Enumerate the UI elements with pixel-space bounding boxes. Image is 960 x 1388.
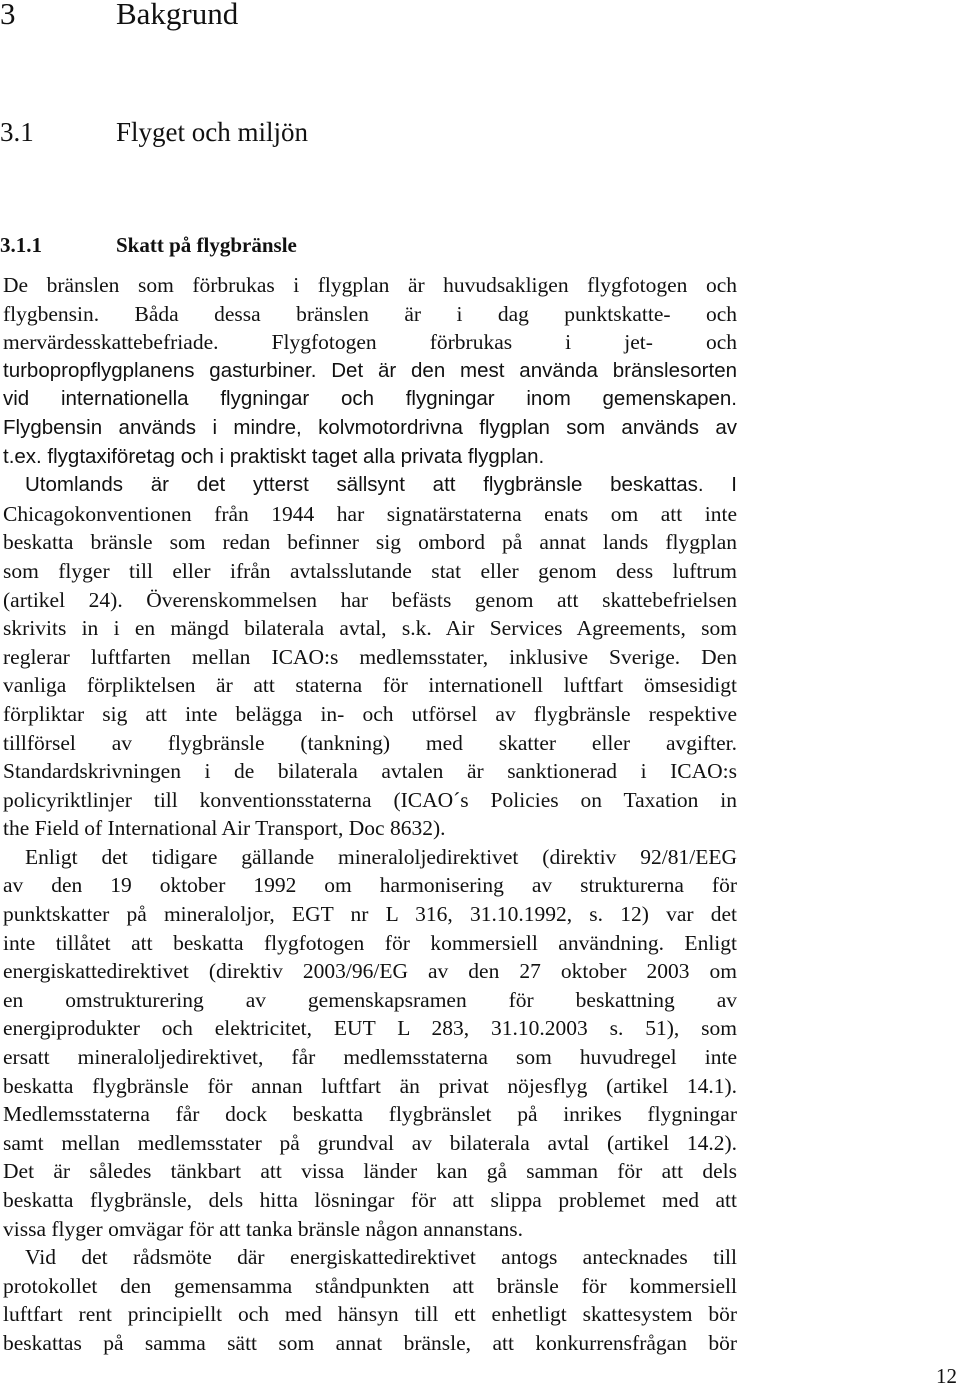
- text-line: som flyger till eller ifrån avtalsslutande stat eller genom dess luftrum: [3, 558, 737, 583]
- text-line: Det är således tänkbart att vissa länder kan gå samman för att dels: [3, 1159, 737, 1184]
- text-line: förpliktar sig att inte belägga in- och utförsel av flygbränsle respektive: [3, 701, 737, 726]
- text-line: punktskatter på mineraloljor, EGT nr L 316, 31.10.1992, s. 12) var det: [3, 902, 737, 927]
- text-line: beskatta flygbränsle för annan luftfart än privat nöjesflyg (artikel 14.1).: [3, 1073, 737, 1098]
- text-line: (artikel 24). Överenskommelsen har befästs genom att skattebefrielsen: [3, 587, 737, 612]
- subsection-number: 3.1.1: [0, 233, 42, 257]
- section-title: Flyget och miljön: [116, 117, 308, 147]
- text-line: flygbensin. Båda dessa bränslen är i dag punktskatte- och: [3, 301, 737, 326]
- text-line: Vid det rådsmöte där energiskattedirektivet antogs antecknades till: [25, 1245, 737, 1270]
- text-line: Flygbensin används i mindre, kolvmotordrivna flygplan som används av: [3, 415, 737, 439]
- section-number: 3.1: [0, 117, 34, 147]
- text-line: protokollet den gemensamma ståndpunkten att bränsle för kommersiell: [3, 1273, 737, 1298]
- text-line: reglerar luftfarten mellan ICAO:s medlemsstater, inklusive Sverige. Den: [3, 644, 737, 669]
- chapter-heading: [0, 0, 238, 36]
- text-line: Medlemsstaterna får dock beskatta flygbränslet på inrikes flygningar: [3, 1102, 737, 1127]
- page-number: 12: [936, 1364, 957, 1388]
- subsection-heading: [0, 229, 297, 261]
- text-line: t.ex. flygtaxiföretag och i praktiskt taget alla privata flygplan.: [3, 444, 545, 468]
- text-line: vanliga förpliktelsen är att staterna för internationell luftfart ömsesidigt: [3, 673, 737, 698]
- text-line: Chicagokonventionen från 1944 har signatärstaterna enats om att inte: [3, 501, 737, 526]
- text-line: energiprodukter och elektricitet, EUT L 283, 31.10.2003 s. 51), som: [3, 1016, 737, 1041]
- text-line: policyriktlinjer till konventionsstaterna (ICAO´s Policies on Taxation in: [3, 787, 737, 812]
- text-line: energiskattedirektivet (direktiv 2003/96/EG av den 27 oktober 2003 om: [3, 959, 737, 984]
- text-line: Enligt det tidigare gällande mineraloljedirektivet (direktiv 92/81/EEG: [25, 844, 737, 869]
- section-heading: [0, 112, 308, 152]
- body-text: [3, 271, 737, 1358]
- subsection-title: Skatt på flygbränsle: [116, 233, 297, 257]
- text-line: Utomlands är det ytterst sällsynt att flygbränsle beskattas. I: [25, 473, 737, 497]
- chapter-number: 3: [0, 0, 16, 31]
- text-line: samt mellan medlemsstater på grundval av bilaterala avtal (artikel 14.2).: [3, 1130, 737, 1155]
- text-line: inte tillåtet att beskatta flygfotogen för kommersiell användning. Enligt: [3, 930, 737, 955]
- text-line: skrivits in i en mängd bilaterala avtal, s.k. Air Services Agreements, som: [3, 616, 737, 641]
- text-line: luftfart rent principiellt och med hänsyn till ett enhetligt skattesystem bör: [3, 1302, 737, 1327]
- text-line: the Field of International Air Transport, Doc 8632).: [3, 816, 446, 841]
- text-line: mervärdesskattebefriade. Flygfotogen förbrukas i jet- och: [3, 330, 737, 355]
- text-line: beskatta flygbränsle, dels hitta lösningar för att slippa problemet med att: [3, 1188, 737, 1212]
- chapter-title: Bakgrund: [116, 0, 239, 31]
- text-line: De bränslen som förbrukas i flygplan är huvudsakligen flygfotogen och: [3, 273, 737, 297]
- text-line: av den 19 oktober 1992 om harmonisering av strukturerna för: [3, 873, 737, 898]
- text-line: en omstrukturering av gemenskapsramen för beskattning av: [3, 987, 737, 1012]
- text-line: vissa flyger omvägar för att tanka bränsle någon annanstans.: [3, 1216, 524, 1241]
- text-line: beskattas på samma sätt som annat bränsle, att konkurrensfrågan bör: [3, 1330, 737, 1355]
- text-line: vid internationella flygningar och flygningar inom gemenskapen.: [3, 387, 737, 411]
- text-line: Standardskrivningen i de bilaterala avtalen är sanktionerad i ICAO:s: [3, 759, 737, 784]
- text-line: ersatt mineraloljedirektivet, får medlemsstaterna som huvudregel inte: [3, 1045, 737, 1070]
- text-line: turbopropflygplanens gasturbiner. Det är den mest använda bränslesorten: [3, 358, 737, 382]
- text-line: beskatta bränsle som redan befinner sig ombord på annat lands flygplan: [3, 530, 737, 555]
- text-line: tillförsel av flygbränsle (tankning) med skatter eller avgifter.: [3, 730, 737, 755]
